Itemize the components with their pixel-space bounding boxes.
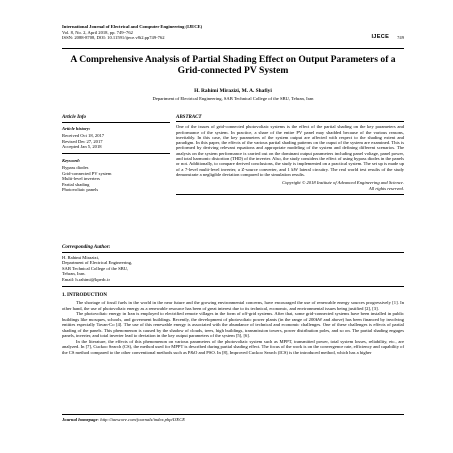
- history-heading: Article history:: [62, 125, 91, 131]
- authors: H. Rahimi Mirazizi, M. A. Shafiyi: [194, 88, 272, 94]
- corresponding-email: Email: h.rahimi@kpedc.ir: [62, 276, 110, 282]
- issn-line: ISSN: 2088-8708, DOI: 10.11591/ijece.v8i2.pp749-762: [62, 35, 165, 41]
- corresponding-line: Department of Electrical Engineering,: [62, 260, 133, 265]
- footer-divider: [62, 414, 404, 415]
- corresponding-line: H. Rahimi Mirazizi,: [62, 254, 99, 260]
- body-paragraph: The shortage of fossil fuels in the world in the near future and the growing environmental concerns, have encouraged the use of renewable energy sources progressively [1]. In other hand, the use of photovoltaic energy as a renewable resource has been of great interest due to its technical, economic, and environmental issues being justified [2], [3].: [62, 300, 404, 311]
- footer-label: Journal homepage: [62, 417, 98, 422]
- keyword-item: Partial shading: [62, 181, 90, 187]
- page-number: 749: [397, 35, 404, 41]
- abstract-text: One of the issues of grid-connected photovoltaic systems is the effect of the partial shading on the key parameters and performance of the system. In practice, a share of the entire PV panel may shadded because of the various reasons, inevitably. In this case, the key parameters of the system output are affected with respect to the shading extent and paradigm. In this paper, the effects of the various partial shading patterns on the ouput of the system are examined. This is performed by deriving relevant equations and appropriate modeling of the system and defining different scenarios. The analysis on the system performance is carried out on the dominant output parameters including panel voltage, panel power, and total harmonic distortion (THD) of the inverter. Also, the study considers the effect of using bypass diodes in the panels or not. Additionally, to compare derived conclusions, the study is implemented on a practical system. The set up is made up of a 7-level multi-level inverter, a Z-source converter, and 1 kW lateral circuitry. The real world test results of the study demonstrate a negligible deviation compared to the simulation results.: [176, 124, 404, 177]
- keyword-item: Photovoltaic panels: [62, 187, 99, 192]
- corresponding-author: [62, 245, 404, 282]
- journal-header: [62, 24, 404, 41]
- keyword-item: Bypass diodes: [62, 165, 89, 170]
- abstract: [176, 115, 404, 195]
- abstract-divider: [176, 194, 404, 195]
- article-info: [62, 115, 170, 193]
- history-received: Received Oct 18, 2017: [62, 133, 105, 138]
- keyword-item: Multi-level inverters: [62, 176, 100, 181]
- rights-line: All rights reserved.: [368, 185, 404, 191]
- corresponding-heading: Corresponding Author:: [62, 245, 404, 253]
- introduction-heading: 1. INTRODUCTION: [62, 293, 108, 298]
- corresponding-line: SAB Technical College of the SBU,: [62, 265, 129, 271]
- corresponding-divider: [62, 286, 404, 287]
- homepage-link[interactable]: : http://iaescore.com/journals/index.php/IJECE: [97, 417, 186, 422]
- copyright-line: Copyright © 2018 Institute of Advanced Engineering and Science.: [282, 180, 404, 186]
- page-footer: [62, 417, 404, 422]
- volume-line: Vol. 8, No. 2, April 2018, pp. 749~762: [62, 29, 133, 35]
- affiliation: Department of Electrical Engineering, SAB Technical College of the SBU, Tehran, Iran: [152, 96, 314, 101]
- paper-title: A Comprehensive Analysis of Partial Shading Effect on Output Parameters of a Grid-connected PV System: [70, 54, 396, 77]
- keyword-heading: Keyword:: [62, 157, 81, 163]
- article-info-heading: Article Info: [62, 115, 170, 123]
- history-revised: Revised Dec 27, 2017: [62, 138, 103, 144]
- journal-name: International Journal of Electrical and Computer Engineering (IJECE): [62, 24, 203, 29]
- body-paragraph: The photovoltaic energy in Iran is employed to electrified remote villages in the form of off-grid systems. After that, some grid-connected systems have been installed in public buildings like mosques, schools, and goverment buildings. Recently, the development of photovoltaic power plants (in the range of 200kW and above) has been financed by involving entities especially Tavan-Co [4]. The use of this renewable energy is associated with the abundance of technical and economic challenges. One of these challenges is effects of partial shading of the panels. This phenomenon is caused by the shadow of clouds, trees, high buildings, transmission towers, power distribution poles, and so on. The partial shading engages panels, inverter, and total inverter lead to deviation in the key output parameters of the system [5], [6].: [62, 311, 404, 339]
- body-paragraph: In the literature, the effects of this phenomenon on various parameters of the photovoltaic system such as MPPT, transmitted power, total system losses, reliability, etc., are analyzed. In [7], Cuckoo Search (CS), the method used for MPPT is described during partial shading effect. The focus of the work is on the convergence rate, efficiency and capability of the CS method compared to the other conventional methods such as P&O and PSO. In [8], Improved Cuckoo Search (ICS) is the introduced method, which has a higher: [62, 338, 404, 355]
- introduction-section: [62, 293, 404, 355]
- corresponding-line: Tehran, Iran.: [62, 271, 86, 276]
- history-accepted: Accepted Jan 5, 2018: [62, 144, 102, 149]
- journal-logo: IJECE: [371, 34, 390, 41]
- abstract-heading: ABSTRACT: [176, 115, 404, 122]
- header-divider: [62, 48, 404, 49]
- keyword-item: Grid-connected PV system: [62, 170, 112, 176]
